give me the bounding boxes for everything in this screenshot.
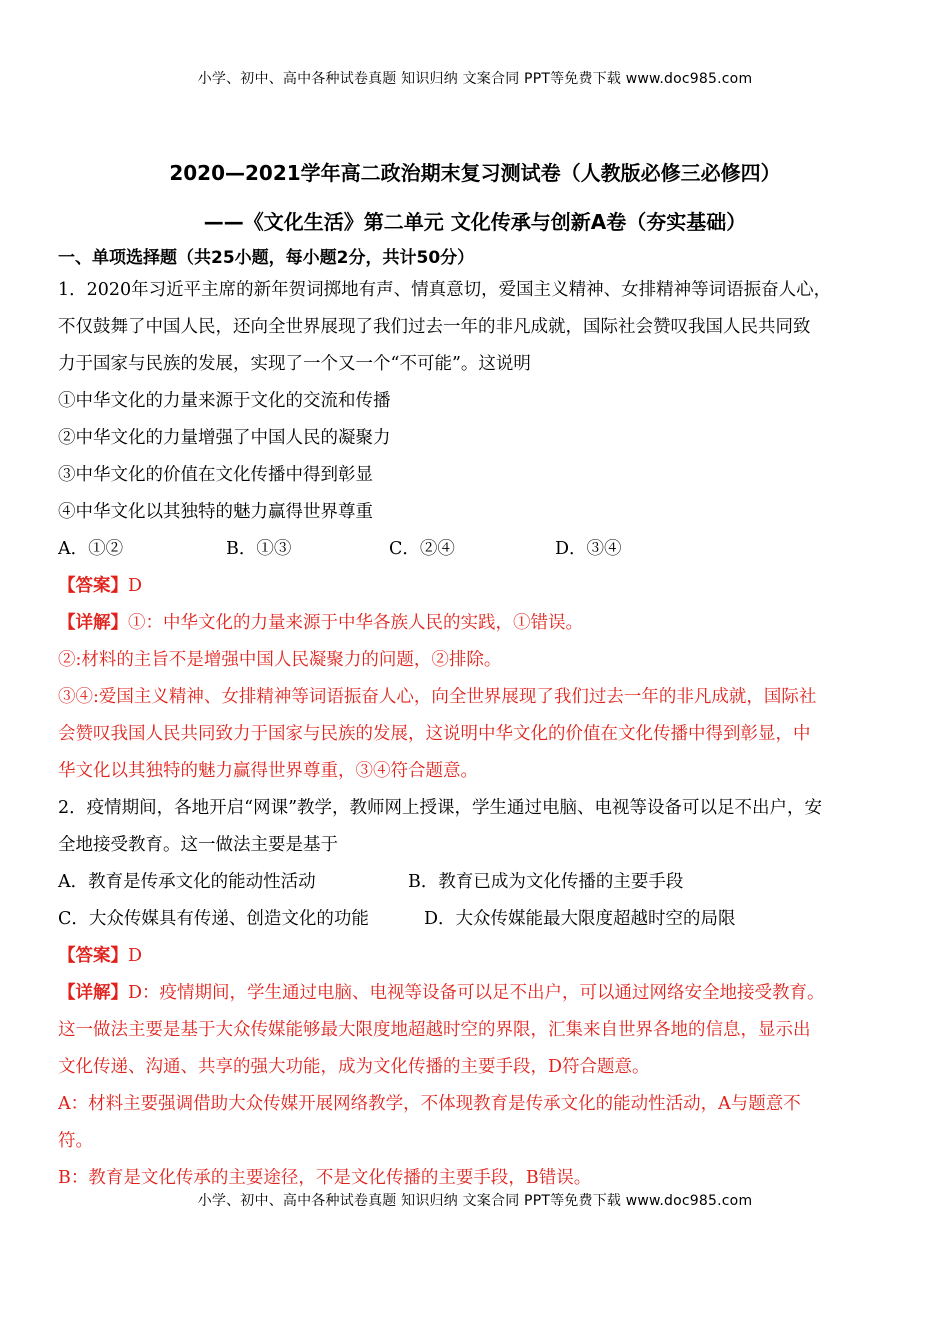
explain-text: D：疫情期间，学生通过电脑、电视等设备可以足不出户，可以通过网络安全地接受教育。 [128,983,825,1003]
section-heading: 一、单项选择题（共25小题，每小题2分，共计50分） [58,248,475,268]
q1-explain-line: ②:材料的主旨不是增强中国人民凝聚力的问题，②排除。 [58,650,502,670]
q1-explain-line: 会赞叹我国人民共同致力于国家与民族的发展，这说明中华文化的价值在文化传播中得到彰显，中 [58,724,811,744]
q1-option-b: B．①③ [226,539,292,559]
q1-statement: ①中华文化的力量来源于文化的交流和传播 [58,391,391,411]
q1-explain-line [58,605,892,642]
q2-option-d: D．大众传媒能最大限度超越时空的局限 [424,909,736,929]
explain-text: ①：中华文化的力量来源于中华各族人民的实践，①错误。 [128,613,583,633]
q2-explain-line: 这一做法主要是基于大众传媒能够最大限度地超越时空的界限，汇集来自世界各地的信息，显示出 [58,1020,811,1040]
q2-explain-line: 文化传递、沟通、共享的强大功能，成为文化传播的主要手段，D符合题意。 [58,1057,650,1077]
q2-option-b: B．教育已成为文化传播的主要手段 [408,872,684,892]
answer-label: 【答案】 [58,946,128,966]
q1-stem-line: 力于国家与民族的发展，实现了一个又一个“不可能”。这说明 [58,354,531,374]
q1-explain-line: ③④:爱国主义精神、女排精神等词语振奋人心，向全世界展现了我们过去一年的非凡成就，国际社 [58,687,817,707]
q1-options [58,531,892,568]
q2-stem-line: 2．疫情期间，各地开启“网课”教学，教师网上授课，学生通过电脑、电视等设备可以足不出户，安 [58,798,823,818]
page-header: 小学、初中、高中各种试卷真题 知识归纳 文案合同 PPT等免费下载 www.doc985.com [197,71,753,87]
page-footer: 小学、初中、高中各种试卷真题 知识归纳 文案合同 PPT等免费下载 www.doc985.com [197,1193,753,1209]
q1-stem-line: 不仅鼓舞了中国人民，还向全世界展现了我们过去一年的非凡成就，国际社会赞叹我国人民共同致 [58,317,811,337]
q2-answer [58,938,892,975]
q1-statement: ②中华文化的力量增强了中国人民的凝聚力 [58,428,391,448]
q2-explain-line: 符。 [58,1131,93,1151]
q2-stem-line: 全地接受教育。这一做法主要是基于 [58,835,338,855]
title-line-1: 2020—2021学年高二政治期末复习测试卷（人教版必修三必修四） [169,161,781,185]
q2-explain-line: A：材料主要强调借助大众传媒开展网络教学，不体现教育是传承文化的能动性活动，A与题意不 [58,1094,801,1114]
q1-option-c: C．②④ [389,539,455,559]
q1-answer [58,568,892,605]
q2-explain-line: B：教育是文化传承的主要途径，不是文化传播的主要手段，B错误。 [58,1168,592,1188]
answer-value: D [128,946,143,966]
q1-explain-line: 华文化以其独特的魅力赢得世界尊重，③④符合题意。 [58,761,478,781]
explain-label: 【详解】 [58,983,128,1003]
answer-label: 【答案】 [58,576,128,596]
q1-option-d: D．③④ [555,539,622,559]
q1-statement: ③中华文化的价值在文化传播中得到彰显 [58,465,373,485]
q1-stem-line: 1．2020年习近平主席的新年贺词掷地有声、情真意切，爱国主义精神、女排精神等词语振奋人心， [58,280,832,300]
q1-statement: ④中华文化以其独特的魅力赢得世界尊重 [58,502,373,522]
q2-explain-line [58,975,892,1012]
document-body [58,244,892,1197]
q2-option-a: A．教育是传承文化的能动性活动 [58,872,316,892]
explain-label: 【详解】 [58,613,128,633]
q2-options-row [58,901,892,938]
q2-option-c: C．大众传媒具有传递、创造文化的功能 [58,909,369,929]
q2-options-row [58,864,892,901]
title-line-2: ——《文化生活》第二单元 文化传承与创新A卷（夯实基础） [203,210,747,234]
answer-value: D [128,576,143,596]
q1-option-a: A．①② [58,539,124,559]
